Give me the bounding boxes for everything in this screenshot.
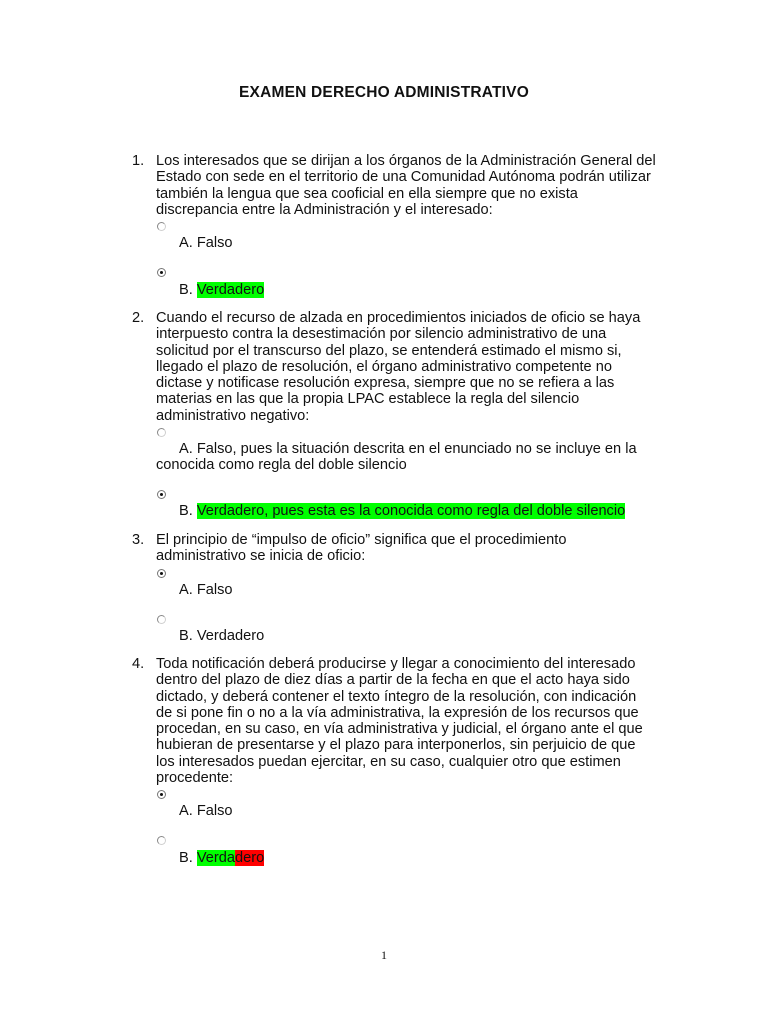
- option-letter: B.: [179, 503, 193, 519]
- option-b-radio[interactable]: [157, 490, 166, 499]
- option-label-part-correct: Verda: [196, 850, 235, 866]
- question-text: Los interesados que se dirijan a los órganos de la Administración General del Estado con sede en el territorio de una Comunidad Autónoma podrán utilizar también la lengua que sea cooficial en ella siempre que no exista discrepancia entre la Administración y el interesado:: [156, 153, 656, 218]
- option-label: Falso: [196, 803, 233, 819]
- option-letter: B.: [179, 850, 193, 866]
- option-label-part-wrong: dero: [235, 850, 265, 866]
- option-b-radio[interactable]: [157, 268, 166, 277]
- option-letter: A.: [179, 803, 193, 819]
- option-letter: A.: [179, 582, 193, 598]
- option-b: [156, 850, 656, 866]
- option-label-highlighted: Verdadero, pues esta es la conocida como regla del doble silencio: [196, 503, 626, 519]
- exam-title: EXAMEN DERECHO ADMINISTRATIVO: [239, 84, 529, 101]
- option-a-radio[interactable]: [157, 790, 166, 799]
- option-b-radio[interactable]: [157, 615, 166, 624]
- option-a-radio[interactable]: [157, 569, 166, 578]
- question-number: 3.: [132, 532, 145, 548]
- option-b: [156, 628, 656, 644]
- question-text: Toda notificación deberá producirse y llegar a conocimiento del interesado dentro del plazo de diez días a partir de la fecha en que el acto haya sido dictado, y deberá contener el texto íntegro de la resolución, con indicación de si pone fin o no a la vía administrativa, la expresión de los recursos que procedan, en su caso, en vía administrativa y judicial, el órgano ante el que hubieran de presentarse y el plazo para interponerlos, sin perjuicio de que los interesados puedan ejercitar, en su caso, cualquier otro que estimen procedente:: [156, 656, 643, 787]
- page-number: 1: [381, 948, 387, 962]
- question-number: 4.: [132, 656, 145, 672]
- option-letter: A.: [179, 441, 193, 457]
- option-b-radio[interactable]: [157, 836, 166, 845]
- option-label: Falso, pues la situación descrita en el enunciado no se incluye en la conocida como regla del doble silencio: [156, 441, 637, 474]
- option-label: Verdadero: [196, 628, 265, 644]
- option-b: [156, 282, 656, 298]
- option-a: [156, 235, 656, 251]
- option-a: [156, 441, 656, 474]
- option-a-radio[interactable]: [157, 428, 166, 437]
- question-number: 2.: [132, 310, 145, 326]
- option-label-highlighted: Verdadero: [196, 282, 265, 298]
- option-letter: B.: [179, 282, 193, 298]
- option-a: [156, 803, 656, 819]
- option-a: [156, 582, 656, 598]
- option-label: Falso: [196, 582, 233, 598]
- option-letter: B.: [179, 628, 193, 644]
- option-label: Falso: [196, 235, 233, 251]
- question-number: 1.: [132, 153, 145, 169]
- question-text: El principio de “impulso de oficio” significa que el procedimiento administrativo se inicia de oficio:: [156, 532, 567, 565]
- option-letter: A.: [179, 235, 193, 251]
- option-b: [156, 503, 656, 519]
- option-a-radio[interactable]: [157, 222, 166, 231]
- question-text: Cuando el recurso de alzada en procedimientos iniciados de oficio se haya interpuesto contra la desestimación por silencio administrativo de una solicitud por el transcurso del plazo, se entenderá estimado el mismo si, llegado el plazo de resolución, el órgano administrativo competente no dictase y notificase resolución expresa, siempre que no se refiera a las materias en las que la propia LPAC establece la regla del silencio administrativo negativo:: [156, 310, 641, 424]
